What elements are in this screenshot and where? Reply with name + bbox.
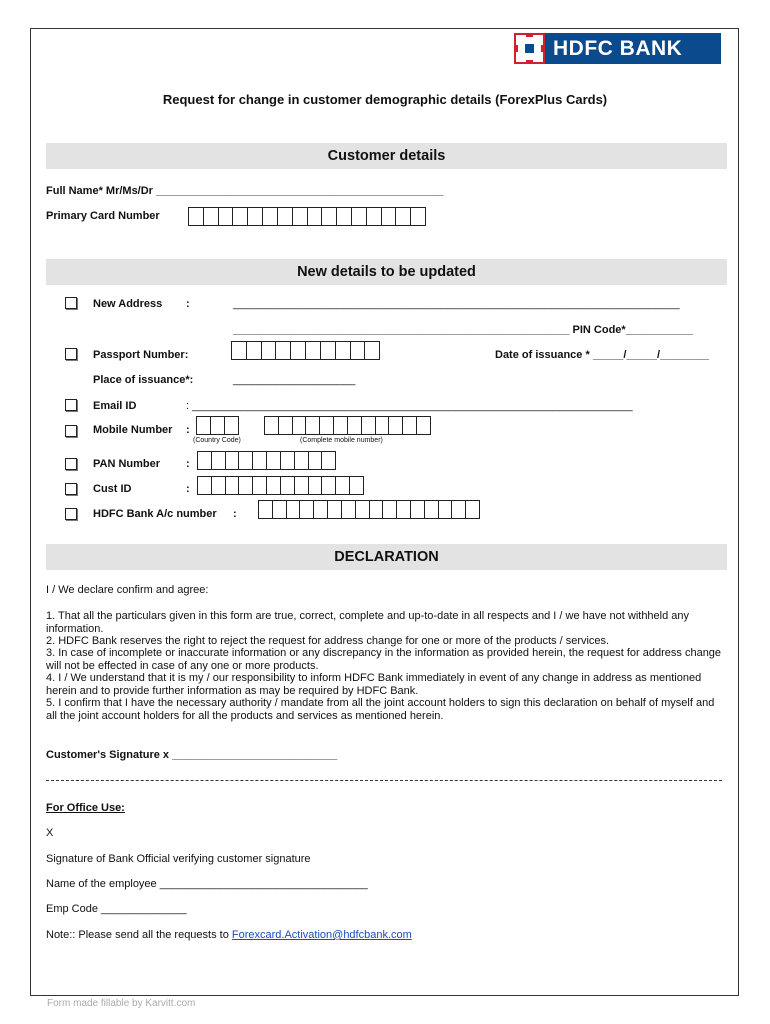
mobile-colon: : (186, 424, 190, 436)
customer-details-header: Customer details (46, 143, 727, 169)
address-colon: : (186, 298, 190, 310)
card-number-label: Primary Card Number (46, 210, 160, 222)
mobile-number-boxes[interactable] (264, 416, 430, 435)
email-checkbox[interactable] (65, 399, 77, 411)
complete-mobile-caption: (Complete mobile number) (300, 437, 383, 444)
account-colon: : (233, 508, 237, 520)
cust-id-boxes[interactable] (197, 476, 363, 495)
pan-colon: : (186, 458, 190, 470)
passport-boxes[interactable] (231, 341, 379, 360)
pan-boxes[interactable] (197, 451, 335, 470)
pan-label: PAN Number (93, 458, 161, 470)
new-address-label: New Address (93, 298, 163, 310)
declaration-point-5: 5. I confirm that I have the necessary authority / mandate from all the joint account holders to sign this declaration on behalf of myself and all the joint account holders for all the products and services as mentioned herein. (46, 697, 715, 722)
declaration-point-1: 1. That all the particulars given in this form are true, correct, complete and up-to-date in all respects and I / we have not withheld any information. (46, 610, 690, 635)
separator-line (46, 780, 722, 781)
cust-id-label: Cust ID (93, 483, 132, 495)
card-number-boxes[interactable] (188, 207, 425, 226)
account-checkbox[interactable] (65, 508, 77, 520)
customer-signature-field[interactable]: Customer's Signature x ___________________________ (46, 749, 338, 761)
new-details-header: New details to be updated (46, 259, 727, 285)
full-name-field[interactable]: Full Name* Mr/Ms/Dr _______________________________________________ (46, 185, 444, 197)
declaration-point-3: 3. In case of incomplete or inaccurate information or any discrepancy in the information as provided herein, the request for address change will not be effected in case of any one or more products. (46, 647, 722, 672)
hdfc-logo-icon (514, 33, 545, 64)
country-code-boxes[interactable] (196, 416, 237, 435)
office-use-heading: For Office Use: (46, 802, 125, 814)
email-label: Email ID (93, 400, 137, 412)
account-number-boxes[interactable] (258, 500, 479, 519)
date-of-issuance-field[interactable]: Date of issuance * _____/_____/________ (495, 349, 710, 361)
declaration-intro: I / We declare confirm and agree: (46, 584, 209, 596)
form-title: Request for change in customer demographic details (ForexPlus Cards) (162, 92, 608, 107)
pan-checkbox[interactable] (65, 458, 77, 470)
declaration-point-4: 4. I / We understand that it is my / our responsibility to inform HDFC Bank immediately in event of any change in address as mentioned herein and to provide further information as may be required by HDFC Bank. (46, 672, 702, 697)
passport-label: Passport Number: (93, 349, 189, 361)
cust-id-colon: : (186, 483, 190, 495)
address-line-1[interactable]: _________________________________________________________________________ (233, 298, 680, 310)
activation-email-link[interactable]: Forexcard.Activation@hdfcbank.com (231, 929, 412, 941)
declaration-point-2: 2. HDFC Bank reserves the right to reject the request for address change for one or more of the products / services. (46, 635, 610, 647)
note-line (46, 929, 412, 941)
declaration-header: DECLARATION (46, 544, 727, 570)
place-of-issuance-label: Place of issuance*: (93, 374, 194, 386)
account-label: HDFC Bank A/c number (93, 508, 217, 520)
official-signature-label: Signature of Bank Official verifying customer signature (46, 853, 311, 865)
office-x-mark: X (46, 827, 54, 839)
logo-text: HDFC BANK (553, 36, 683, 60)
footer-credit: Form made fillable by Karvitt.com (47, 998, 196, 1009)
emp-code-field[interactable]: Emp Code ______________ (46, 903, 187, 915)
email-line[interactable]: : ________________________________________________________________________ (186, 400, 633, 412)
hdfc-logo (514, 33, 721, 64)
cust-id-checkbox[interactable] (65, 483, 77, 495)
employee-name-field[interactable]: Name of the employee __________________________________ (46, 878, 368, 890)
place-of-issuance-line[interactable]: ____________________ (233, 374, 356, 386)
mobile-checkbox[interactable] (65, 425, 77, 437)
new-address-checkbox[interactable] (65, 297, 77, 309)
passport-checkbox[interactable] (65, 348, 77, 360)
note-prefix: Note:: Please send all the requests to (46, 929, 232, 941)
mobile-label: Mobile Number (93, 424, 173, 436)
country-code-caption: (Country Code) (193, 437, 241, 444)
address-line-2-pin[interactable]: _______________________________________________________ PIN Code*___________ (233, 324, 693, 336)
